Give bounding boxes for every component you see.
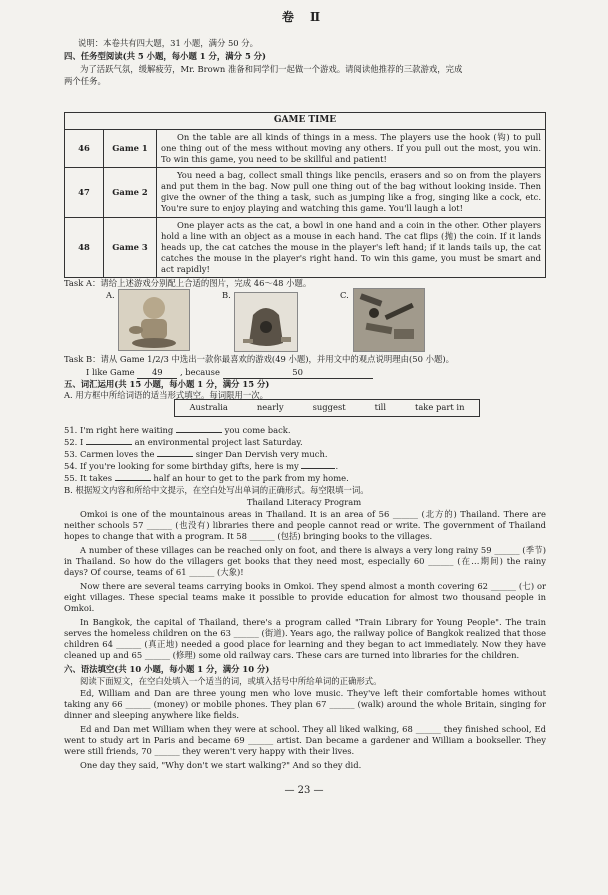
question-number: 48: [65, 217, 104, 277]
question-53: [64, 449, 328, 460]
question-number: 55.: [64, 473, 78, 483]
question-number: 51.: [64, 425, 78, 435]
pic-label-b: B.: [222, 290, 231, 300]
section4-heading: 四、任务型阅读(共 5 小题，每小题 1 分，满分 5 分): [64, 51, 267, 61]
question-number: 54.: [64, 461, 78, 471]
section5-part-b: B. 根据短文内容和所给中文提示，在空白处写出单词的正确形式。每空限填一词。: [64, 485, 369, 495]
game-description: You need a bag, collect small things like pencils, erasers and so on from the players and put them in the bag. Now pull one thing out of the bag without looking inside. Then give the owner of the thing a task, such as jumping like a frog, singing like a cock, etc. You're sure to enjoy playing and watching this game. You'll laugh a lot!: [157, 168, 546, 217]
grammar-paragraph-2: Ed and Dan met William when they were at school. They all liked walking, 68 ______ they finished school, Ed went to study art in Paris and became 69 ______ artist. Dan became a gardener and William a bookseller. They were still friends, 70 ______ they weren't very happy with their lives.: [64, 724, 546, 757]
volume-title: 卷 Ⅱ: [281, 10, 327, 24]
pile-icon: [354, 289, 424, 351]
grammar-paragraph-3: One day they said, "Why don't we start walking?" And so they did.: [80, 760, 362, 770]
game-time-table: [64, 112, 546, 278]
section5-heading: 五、词汇运用(共 15 小题，每小题 1 分，满分 15 分): [64, 379, 270, 389]
bag-icon: [235, 293, 297, 351]
table-row: [65, 217, 546, 277]
question-number: 47: [65, 168, 104, 217]
game-name: Game 2: [104, 168, 157, 217]
passage-title: Thailand Literacy Program: [246, 497, 362, 507]
table-title: GAME TIME: [65, 113, 546, 130]
word-option: take part in: [414, 402, 465, 413]
question-text: It takes: [80, 473, 113, 483]
answer-blank-52[interactable]: [86, 444, 132, 445]
question-number: 53.: [64, 449, 78, 459]
task-b-prefix: I like Game: [86, 367, 135, 377]
game-name: Game 1: [104, 129, 157, 167]
section4-intro-1: 为了活跃气氛，缓解疲劳，Mr. Brown 准备和同学们一起做一个游戏。请阅读他推荐的三款游戏，完成: [80, 64, 463, 74]
question-51: [64, 425, 291, 436]
word-option: suggest: [312, 402, 346, 413]
task-a: Task A：请给上述游戏分别配上合适的图片，完成 46～48 小题。: [64, 278, 312, 288]
passage-paragraph-4: In Bangkok, the capital of Thailand, there's a program called "Train Library for Young People". The train serves the homeless children on the 63 ______ (街道). Years ago, the railway police of Bangkok realized that those children 64 ______ (真正地) needed a good place for learning and they began to act immediately. Now they have cleaned up and 65 ______ (修理) some old railway cars. These cars are turned into libraries for the children.: [64, 617, 546, 661]
question-55: [64, 473, 349, 484]
question-text: I: [80, 437, 84, 447]
question-number: 46: [65, 129, 104, 167]
question-text: .: [335, 461, 339, 471]
section6-heading: 六、语法填空(共 10 小题，每小题 1 分，满分 10 分): [64, 664, 270, 674]
picture-child-with-bowl: [118, 289, 190, 351]
section5-part-a: A. 用方框中所给词语的适当形式填空。每词限用一次。: [64, 390, 268, 400]
question-54: [64, 461, 338, 472]
question-text: Carmen loves the: [80, 449, 155, 459]
child-icon: [119, 290, 189, 350]
instructions: 说明：本卷共有四大题，31 小题，满分 50 分。: [78, 38, 259, 48]
word-option: nearly: [256, 402, 284, 413]
picture-bag: [234, 292, 298, 352]
task-b: Task B：请从 Game 1/2/3 中选出一款你最喜欢的游戏(49 小题)，并用文中的观点说明理由(50 小题)。: [64, 354, 455, 364]
task-b-because: , because: [179, 367, 220, 377]
table-row: [65, 129, 546, 167]
question-52: [64, 437, 303, 448]
task-b-answer-line: [86, 367, 373, 379]
answer-blank-54[interactable]: [301, 468, 335, 469]
question-text: you come back.: [224, 425, 291, 435]
table-row: [65, 168, 546, 217]
passage-paragraph-2: A number of these villages can be reached only on foot, and there is always a very long rainy 59 ______ (季节) in Thailand. So how do the villagers get books that they need most, especially 60 ______ (在…期间) the rainy days? Of course, teams of 61 ______ (大象)!: [64, 545, 546, 578]
passage-paragraph-3: Now there are several teams carrying books in Omkoi. They spend almost a month covering 62 ______ (七) or eight villages. These special teams make it possible to provide education for almost two thousand people in Omkoi.: [64, 581, 546, 614]
pic-label-a: A.: [106, 290, 115, 300]
pic-label-c: C.: [340, 290, 349, 300]
answer-blank-53[interactable]: [157, 456, 193, 457]
page-number: — 23 —: [284, 785, 324, 796]
answer-blank-50[interactable]: 50: [223, 367, 373, 379]
game-description: On the table are all kinds of things in a mess. The players use the hook (钩) to pull one thing out of the mess without moving any others. If you pull out the most, you win. To win this game, you need to be skillful and patient!: [157, 129, 546, 167]
grammar-paragraph-1: Ed, William and Dan are three young men who love music. They've left their comfortable homes without taking any 66 ______ (money) or mobile phones. They plan 67 ______ (walk) around the whole Britain, singing for dinner and sleeping anywhere like fields.: [64, 688, 546, 721]
word-box: [174, 399, 480, 417]
answer-blank-51[interactable]: [176, 432, 222, 433]
word-option: till: [374, 402, 386, 413]
section4-intro-2: 两个任务。: [64, 76, 106, 86]
word-option: Australia: [189, 402, 228, 413]
question-text: If you're looking for some birthday gifts, here is my: [80, 461, 299, 471]
answer-blank-49[interactable]: 49: [137, 367, 177, 379]
section6-instruction: 阅读下面短文，在空白处填入一个适当的词，或填入括号中所给单词的正确形式。: [80, 676, 382, 686]
game-name: Game 3: [104, 217, 157, 277]
game-description: One player acts as the cat, a bowl in one hand and a coin in the other. Other players hold a line with an object as a mouse in each hand. The cat flips (抛) the coin. If it lands heads up, the cat catches the mouse in the player's left hand; if it lands tails up, the cat catches the mouse in the player's right hand. To win this game, you must be smart and act rapidly!: [157, 217, 546, 277]
answer-blank-55[interactable]: [115, 480, 151, 481]
picture-pile-of-things: [353, 288, 425, 352]
question-text: an environmental project last Saturday.: [134, 437, 303, 447]
question-text: half an hour to get to the park from my home.: [153, 473, 349, 483]
question-number: 52.: [64, 437, 78, 447]
question-text: I'm right here waiting: [80, 425, 174, 435]
question-text: singer Dan Dervish very much.: [195, 449, 328, 459]
passage-paragraph-1: Omkoi is one of the mountainous areas in Thailand. It is an area of 56 ______ (北方的) Thailand. There are neither schools 57 ______ (也没有) libraries there and people cannot read or write. The government of Thailand hopes to change that with a program. It 58 ______ (包括) bringing books to the villages.: [64, 509, 546, 542]
